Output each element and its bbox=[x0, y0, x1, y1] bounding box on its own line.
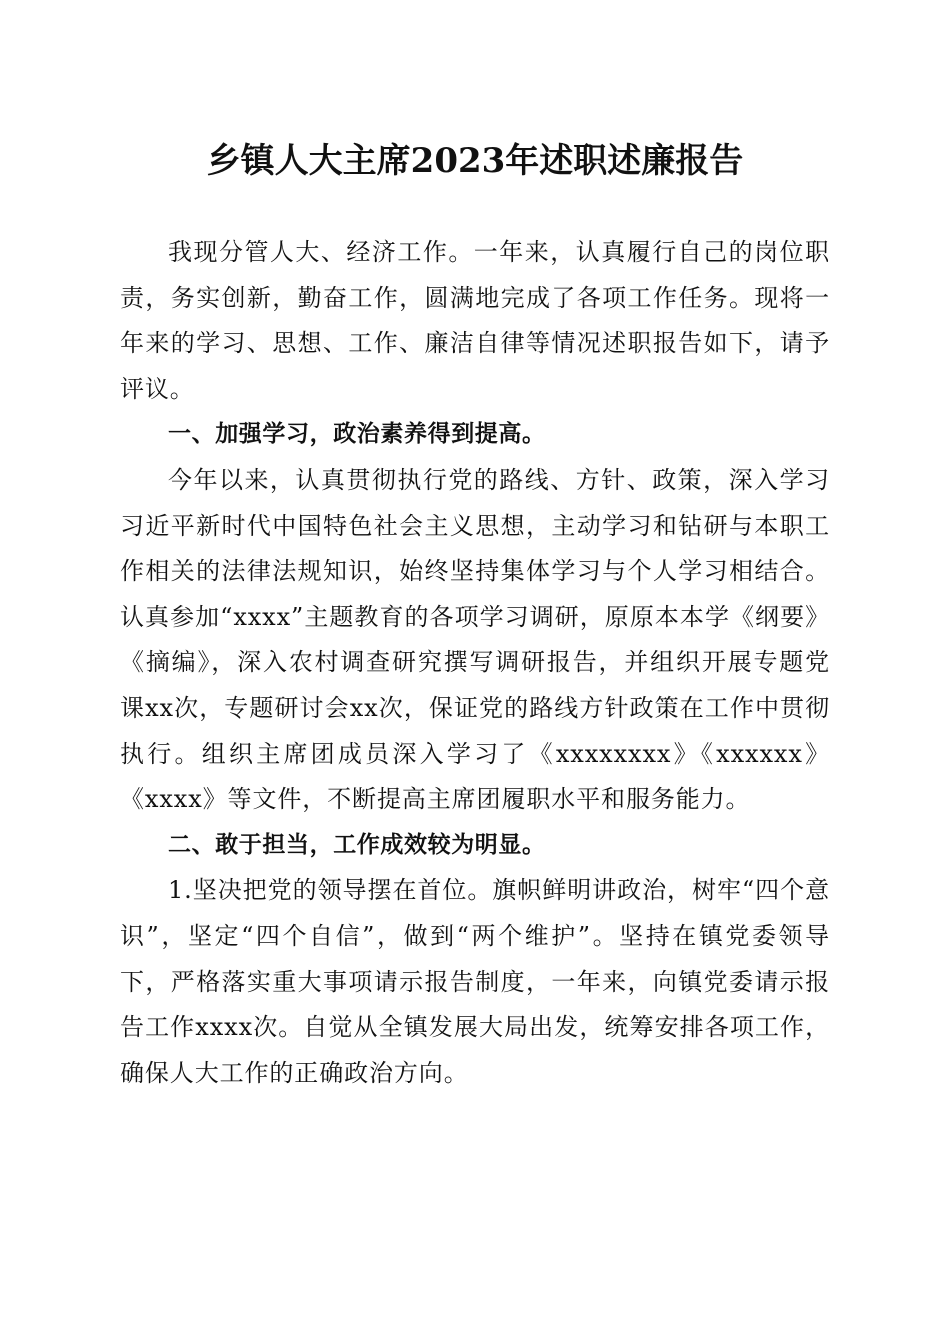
section-2-paragraph: 1.坚决把党的领导摆在首位。旗帜鲜明讲政治，树牢“四个意识”，坚定“四个自信”，做到“两个维护”。坚持在镇党委领导下，严格落实重大事项请示报告制度，一年来，向镇党委请示报告工作xxxx次。自觉从全镇发展大局出发，统筹安排各项工作，确保人大工作的正确政治方向。 bbox=[120, 876, 830, 1087]
document-body bbox=[120, 230, 830, 1096]
intro-paragraph: 我现分管人大、经济工作。一年来，认真履行自己的岗位职责，务实创新，勤奋工作，圆满地完成了各项工作任务。现将一年来的学习、思想、工作、廉洁自律等情况述职报告如下，请予评议。 bbox=[120, 238, 830, 403]
section-1-paragraph: 今年以来，认真贯彻执行党的路线、方针、政策，深入学习习近平新时代中国特色社会主义思想，主动学习和钻研与本职工作相关的法律法规知识，始终坚持集体学习与个人学习相结合。认真参加“xxxx”主题教育的各项学习调研，原原本本学《纲要》《摘编》，深入农村调查研究撰写调研报告，并组织开展专题党课xx次，专题研讨会xx次，保证党的路线方针政策在工作中贯彻执行。组织主席团成员深入学习了《xxxxxxxx》《xxxxxx》《xxxx》等文件，不断提高主席团履职水平和服务能力。 bbox=[120, 465, 830, 814]
section-1-heading: 一、加强学习，政治素养得到提高。 bbox=[168, 421, 546, 448]
document-title: 乡镇人大主席2023年述职述廉报告 bbox=[206, 141, 744, 181]
section-2-heading: 二、敢于担当，工作成效较为明显。 bbox=[168, 831, 546, 858]
